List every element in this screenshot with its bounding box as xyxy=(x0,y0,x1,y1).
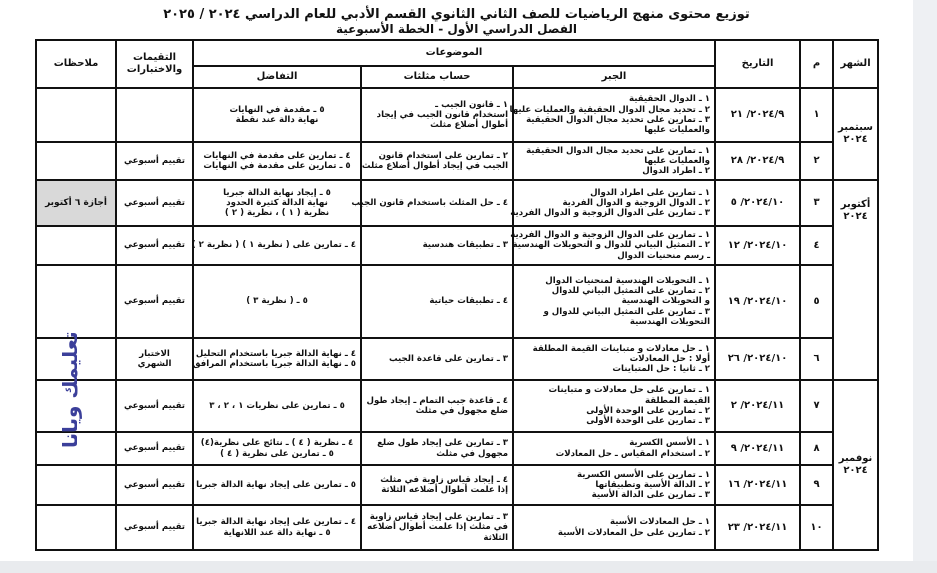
week-index: ١٠ xyxy=(800,505,833,550)
calculus-topic-line: نهاية الدالة كثيرة الحدود xyxy=(226,197,328,208)
algebra-topic-line: ٢ ـ ثانيا : حل المتباينات xyxy=(612,364,711,375)
algebra-topic-line: ١ ـ تمارين على الدوال الزوجية و الدوال الفردية xyxy=(510,230,711,241)
algebra-topic-line: القيمة المطلقة xyxy=(644,395,711,406)
algebra-topic-line: ٣ ـ تمارين على الوحدة الأولى xyxy=(586,416,711,427)
document-subtitle: الفصل الدراسي الأول - الخطة الأسبوعية xyxy=(336,22,577,36)
trig-topic-line: الجيب في إيجاد أطوال أضلاع مثلث xyxy=(361,161,509,171)
trig-topics-cell xyxy=(361,226,513,265)
assessment-cell: تقييم أسبوعي xyxy=(116,226,193,265)
assessment-cell: تقييم أسبوعي xyxy=(116,380,193,432)
algebra-topic-line: ٢ ـ استخدام المقياس ـ حل المعادلات xyxy=(555,448,711,459)
table-body xyxy=(36,88,878,550)
trig-topics-cell xyxy=(361,465,513,505)
algebra-topic-line: والعمليات عليها xyxy=(644,155,711,166)
month-label: أكتوبر xyxy=(840,199,871,210)
week-date: ٢٠٢٤/١١/ ١٦ xyxy=(715,465,800,505)
algebra-topic-line: ٢ ـ تمارين على الوحدة الأولى xyxy=(586,406,711,416)
month-label: نوفمبر xyxy=(838,453,873,464)
trig-topic-line: ٤ ـ تطبيقات حياتية xyxy=(429,296,509,307)
trig-topic-line: استخدام قانون الجيب في إيجاد xyxy=(376,109,509,120)
trig-topic-line: ٣ ـ تمارين على إيجاد قياس زاوية xyxy=(369,512,509,523)
header-date: التاريخ xyxy=(715,40,800,88)
month-cell xyxy=(833,88,878,180)
note-cell xyxy=(36,265,116,338)
algebra-topic-line: ١ ـ تمارين على تحديد مجال الدوال الحقيقية xyxy=(526,145,711,156)
month-cell xyxy=(833,180,878,380)
algebra-topic-line: ١ ـ حل معادلات و متباينات القيمة المطلقة xyxy=(532,343,711,354)
trig-topic-line: إذا علمت أطوال أضلاعه الثلاثة xyxy=(381,485,509,495)
calculus-topics-cell xyxy=(193,432,361,465)
week-index: ٩ xyxy=(800,465,833,505)
algebra-topic-line: أولا : حل المعادلات xyxy=(629,353,711,364)
table-row xyxy=(36,180,878,226)
calculus-topic-line: ٥ ـ مقدمة في النهايات xyxy=(229,104,325,115)
calculus-topics-cell xyxy=(193,465,361,505)
algebra-topic-line: ٢ ـ الدوال الزوجية و الدوال الفردية xyxy=(562,197,711,208)
trig-topic-line: ٣ ـ تمارين على إيجاد طول ضلع xyxy=(377,438,509,449)
algebra-topics-cell xyxy=(513,142,715,180)
week-date: ٢٠٢٤/١٠/ ٢٦ xyxy=(715,338,800,380)
table-row xyxy=(36,380,878,432)
trig-topic-line: ٣ ـ تطبيقات هندسية xyxy=(422,240,509,251)
algebra-topic-line: ٣ ـ تمارين على تحديد مجال الدوال الحقيقية xyxy=(526,115,711,125)
algebra-topic-line: ٢ ـ التمثيل البياني للدوال و التحويلات الهندسية xyxy=(512,240,711,251)
header-month: الشهر xyxy=(833,40,878,88)
assessment-cell: الاختبار الشهري xyxy=(116,338,193,380)
note-cell: أجازة ٦ أكتوبر xyxy=(36,180,116,226)
calculus-topic-line: ٥ ـ تمارين على إيجاد نهاية الدالة جبريا xyxy=(196,479,357,490)
algebra-topic-line: ١ ـ الدوال الحقيقية xyxy=(629,94,711,105)
trig-topics-cell xyxy=(361,338,513,380)
algebra-topic-line: ٣ ـ تمارين على التمثيل البياني للدوال و xyxy=(543,306,711,317)
algebra-topic-line: ٢ ـ تحديد مجال الدوال الحقيقية والعمليات عليها xyxy=(509,104,711,115)
header-notes: ملاحظات xyxy=(36,40,116,88)
table-row xyxy=(36,142,878,180)
algebra-topic-line: ٢ ـ تمارين على التمثيل البياني للدوال xyxy=(551,286,711,297)
calculus-topic-line: ٤ ـ تمارين على إيجاد نهاية الدالة جبريا xyxy=(196,517,357,528)
algebra-topics-cell xyxy=(513,265,715,338)
calculus-topic-line: ٥ ـ إيجاد نهاية الدالة جبريا xyxy=(223,187,331,198)
calculus-topic-line: ٥ ـ نهاية دالة عند اللانهاية xyxy=(223,527,331,538)
week-index: ٨ xyxy=(800,432,833,465)
trig-topic-line: ٢ ـ تمارين على استخدام قانون xyxy=(378,150,509,161)
trig-topics-cell xyxy=(361,88,513,142)
calculus-topics-cell xyxy=(193,380,361,432)
calculus-topic-line: نظرية ( ١ ) ، نظرية ( ٢ ) xyxy=(224,208,330,219)
algebra-topic-line: ٢ ـ الدالة الأسية وتطبيقاتها xyxy=(595,479,711,490)
calculus-topic-line: ٤ ـ تمارين على ( نظرية ١ ) ( نظرية ٢ ) xyxy=(191,240,357,251)
algebra-topics-cell xyxy=(510,180,715,226)
calculus-topic-line: ٥ ـ تمارين على مقدمة في النهايات xyxy=(203,161,351,171)
algebra-topic-line: ١ ـ حل المعادلات الأسية xyxy=(610,517,711,528)
note-cell xyxy=(36,505,116,550)
trig-topics-cell xyxy=(361,432,513,465)
note-cell xyxy=(36,142,116,180)
header-assessments: التقيمات والاختبارات xyxy=(116,40,193,88)
algebra-topics-cell xyxy=(513,505,715,550)
viewer-bottom-gutter xyxy=(0,561,937,573)
trig-topics-cell xyxy=(361,142,513,180)
week-date: ٢٠٢٤/١٠/ ١٢ xyxy=(715,226,800,265)
assessment-cell xyxy=(116,88,193,142)
calculus-topics-cell xyxy=(193,338,361,380)
table-row xyxy=(36,265,878,338)
calculus-topic-line: ٥ ـ ( نظرية ٣ ) xyxy=(246,296,308,307)
assessment-cell: تقييم أسبوعي xyxy=(116,465,193,505)
watermark-text: تعليمك ويانا xyxy=(58,331,82,448)
assessment-cell: تقييم أسبوعي xyxy=(116,505,193,550)
week-index: ٧ xyxy=(800,380,833,432)
table-row xyxy=(36,226,878,265)
trig-topic-line: ١ ـ قانون الجيب ـ xyxy=(435,99,509,110)
algebra-topics-cell xyxy=(513,380,715,432)
trig-topic-line: ٤ ـ حل المثلث باستخدام قانون الجيب xyxy=(351,197,509,208)
algebra-topics-cell xyxy=(513,465,715,505)
trig-topics-cell xyxy=(361,265,513,338)
algebra-topics-cell xyxy=(509,88,715,142)
trig-topics-cell xyxy=(361,380,513,432)
trig-topic-line: في مثلث إذا علمت أطوال أضلاعه xyxy=(367,522,509,533)
algebra-topic-line: ١ ـ تمارين على الأسس الكسرية xyxy=(577,469,711,480)
calculus-topics-cell xyxy=(193,505,361,550)
month-cell xyxy=(833,380,878,550)
algebra-topic-line: ٣ ـ تمارين على الدوال الزوجية و الدوال الفردية xyxy=(510,208,711,219)
document-title: توزيع محتوى منهج الرياضيات للصف الثاني الثانوي القسم الأدبي للعام الدراسي ٢٠٢٤ / ٢٠٢٥ xyxy=(163,7,750,22)
calculus-topics-cell xyxy=(193,88,361,142)
assessment-cell: تقييم أسبوعي xyxy=(116,142,193,180)
month-year: ٢٠٢٤ xyxy=(843,465,868,476)
algebra-topic-line: ٣ ـ تمارين على الدالة الأسية xyxy=(591,490,711,501)
trig-topic-line: مجهول في مثلث xyxy=(436,448,509,459)
header-index: م xyxy=(800,40,833,88)
week-index: ١ xyxy=(800,88,833,142)
header-topics: الموضوعات xyxy=(193,40,715,66)
calculus-topic-line: ٤ ـ نهاية الدالة جبريا باستخدام التحليل xyxy=(195,348,357,359)
week-date: ٢٠٢٤/١٠/ ٥ xyxy=(715,180,800,226)
calculus-topic-line: ٤ ـ تمارين على مقدمة في النهايات xyxy=(203,150,351,161)
calculus-topics-cell xyxy=(193,226,361,265)
calculus-topics-cell xyxy=(193,180,361,226)
calculus-topics-cell xyxy=(193,142,361,180)
week-date: ٢٠٢٤/٩/ ٢١ xyxy=(715,88,800,142)
assessment-cell: تقييم أسبوعي xyxy=(116,265,193,338)
calculus-topic-line: نهاية دالة عند نقطة xyxy=(235,115,319,125)
weekly-plan-table xyxy=(35,39,879,551)
week-index: ٥ xyxy=(800,265,833,338)
trig-topic-line: ٤ ـ إيجاد قياس زاوية في مثلث xyxy=(380,474,509,485)
week-date: ٢٠٢٤/١٠/ ١٩ xyxy=(715,265,800,338)
week-date: ٢٠٢٤/١١/ ٢٣ xyxy=(715,505,800,550)
algebra-topic-line: و التحويلات الهندسية xyxy=(621,296,711,307)
calculus-topic-line: ٤ ـ نظرية ( ٤ ) ـ نتائج على نظرية(٤) xyxy=(200,438,354,449)
trig-topic-line: ضلع مجهول في مثلث xyxy=(415,406,509,416)
calculus-topic-line: ٥ ـ تمارين على نظريات ١ ، ٢ ، ٣ xyxy=(209,400,345,411)
table-row xyxy=(36,338,878,380)
trig-topics-cell xyxy=(361,505,513,550)
table-row xyxy=(36,505,878,550)
algebra-topic-line: والعمليات عليها xyxy=(644,125,711,136)
algebra-topics-cell xyxy=(513,338,715,380)
header-algebra: الجبر xyxy=(513,66,715,88)
algebra-topics-cell xyxy=(510,226,715,265)
algebra-topic-line: ١ ـ تمارين على حل معادلات و متباينات xyxy=(548,385,711,396)
algebra-topics-cell xyxy=(513,432,715,465)
algebra-topic-line: ٢ ـ اطراد الدوال xyxy=(642,166,711,177)
table-row xyxy=(36,88,878,142)
algebra-topic-line: ١ ـ تمارين على اطراد الدوال xyxy=(590,187,711,198)
assessment-cell: تقييم أسبوعي xyxy=(116,180,193,226)
calculus-topic-line: ٥ ـ نهاية الدالة جبريا باستخدام المرافق xyxy=(192,359,357,369)
trig-topic-line: ٣ ـ تمارين على قاعدة الجيب xyxy=(388,353,509,364)
trig-topic-line: الثلاثة xyxy=(483,532,509,543)
week-index: ٢ xyxy=(800,142,833,180)
month-label: سبتمبر xyxy=(838,122,874,133)
calculus-topics-cell xyxy=(193,265,361,338)
trig-topic-line: أطوال أضلاع مثلث xyxy=(430,120,509,131)
algebra-topic-line: ١ ـ الأسس الكسرية xyxy=(629,438,711,449)
algebra-topic-line: التحويلات الهندسية xyxy=(629,316,711,327)
week-date: ٢٠٢٤/١١/ ٩ xyxy=(715,432,800,465)
header-trig: حساب مثلثات xyxy=(361,66,513,88)
algebra-topic-line: ١ ـ التحويلات الهندسية لمنحنيات الدوال xyxy=(545,275,711,286)
note-cell xyxy=(36,88,116,142)
algebra-topic-line: ٢ ـ تمارين على حل المعادلات الأسية xyxy=(557,527,711,538)
trig-topic-line: ٤ ـ قاعدة جيب التمام ـ إيجاد طول xyxy=(366,395,509,406)
month-year: ٢٠٢٤ xyxy=(843,134,868,145)
top-strip xyxy=(0,0,913,6)
note-cell xyxy=(36,226,116,265)
algebra-topic-line: ـ رسم منحنيات الدوال xyxy=(617,250,711,261)
week-index: ٣ xyxy=(800,180,833,226)
week-index: ٤ xyxy=(800,226,833,265)
week-index: ٦ xyxy=(800,338,833,380)
viewer-right-gutter xyxy=(913,0,937,573)
assessment-cell: تقييم أسبوعي xyxy=(116,432,193,465)
week-date: ٢٠٢٤/٩/ ٢٨ xyxy=(715,142,800,180)
header-calculus: التفاضل xyxy=(193,66,361,88)
week-date: ٢٠٢٤/١١/ ٢ xyxy=(715,380,800,432)
trig-topics-cell xyxy=(351,180,513,226)
calculus-topic-line: ٥ ـ تمارين على نظرية ( ٤ ) xyxy=(220,448,334,459)
month-year: ٢٠٢٤ xyxy=(843,211,868,222)
